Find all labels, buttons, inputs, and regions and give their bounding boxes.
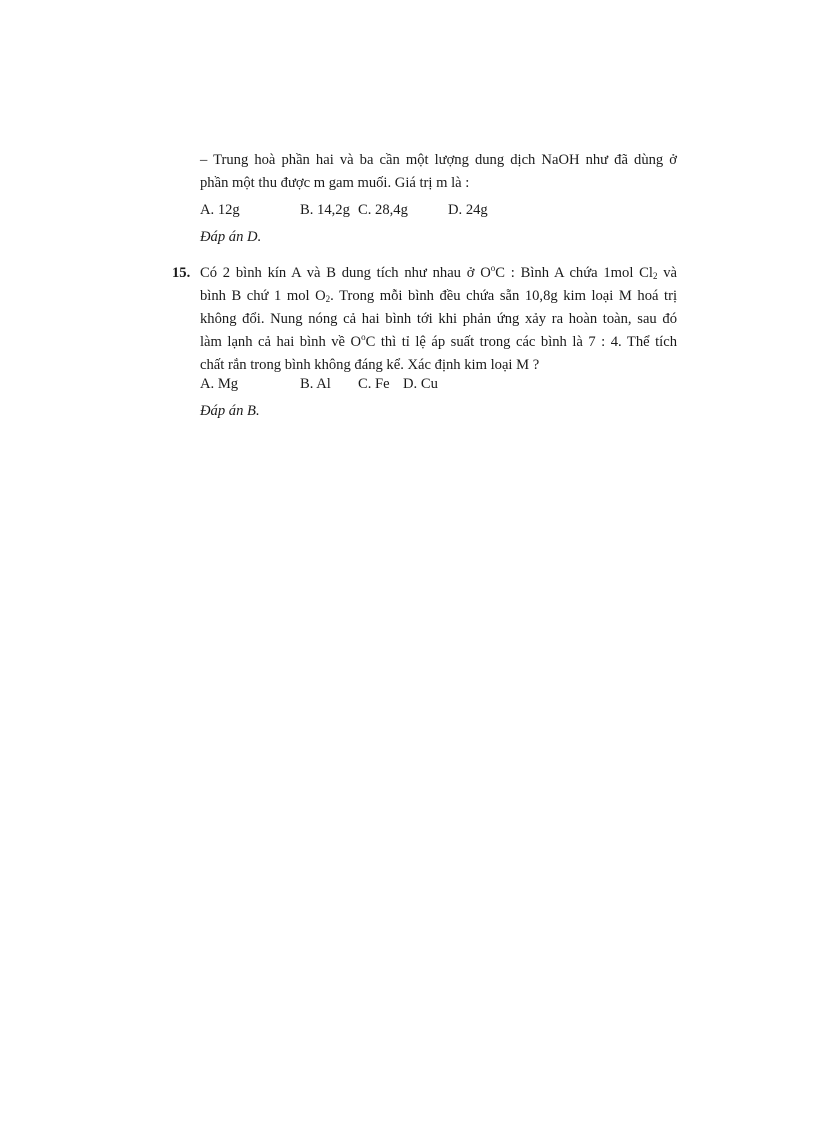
q15-number: 15. bbox=[172, 265, 191, 281]
q15-text-line-1 bbox=[200, 263, 677, 283]
q15-line2-part-b: . Trong mỗi bình đều chứa sẵn 10,8g kim loại M hoá trị bbox=[330, 288, 677, 304]
q15-option-c: C. Fe bbox=[358, 376, 390, 392]
q15-line2-part-a: bình B chứ 1 mol O bbox=[200, 288, 326, 304]
q15-line4-part-a: làm lạnh cả hai bình về O bbox=[200, 334, 362, 350]
subscript-2: 2 bbox=[652, 271, 658, 281]
q14-text-line-2: phần một thu được m gam muối. Giá trị m là : bbox=[200, 175, 470, 191]
q15-option-d: D. Cu bbox=[403, 376, 438, 392]
q15-option-a: A. Mg bbox=[200, 376, 239, 392]
q15-text-line-4 bbox=[200, 332, 677, 352]
q14-option-b: B. 14,2g bbox=[300, 202, 350, 218]
q15-line1-part-a: Có 2 bình kín A và B dung tích như nhau ở O bbox=[200, 265, 491, 281]
q14-option-d: D. 24g bbox=[448, 202, 488, 218]
q15-answer: Đáp án B. bbox=[200, 403, 260, 419]
subscript-2: 2 bbox=[325, 294, 331, 304]
q14-answer: Đáp án D. bbox=[200, 229, 262, 245]
q15-text-line-5: chất rắn trong bình không đáng kể. Xác định kim loại M ? bbox=[200, 357, 540, 373]
q15-option-b: B. Al bbox=[300, 376, 331, 392]
q14-option-c: C. 28,4g bbox=[358, 202, 408, 218]
q14-text-line-1: – Trung hoà phần hai và ba cần một lượng dung dịch NaOH như đã dùng ở bbox=[200, 152, 677, 168]
q15-line4-part-b: C thì tỉ lệ áp suất trong các bình là 7 : 4. Thể tích bbox=[365, 334, 677, 350]
degree-sup: o bbox=[490, 263, 496, 273]
q15-text-line-3: không đổi. Nung nóng cả hai bình tới khi phản ứng xảy ra hoàn toàn, sau đó bbox=[200, 311, 677, 327]
degree-sup: o bbox=[361, 332, 366, 342]
q14-option-a: A. 12g bbox=[200, 202, 240, 218]
q15-line1-part-b: C : Bình A chứa 1mol Cl bbox=[495, 265, 653, 281]
q15-line1-part-c: và bbox=[657, 265, 677, 281]
q15-text-line-2 bbox=[200, 286, 677, 306]
